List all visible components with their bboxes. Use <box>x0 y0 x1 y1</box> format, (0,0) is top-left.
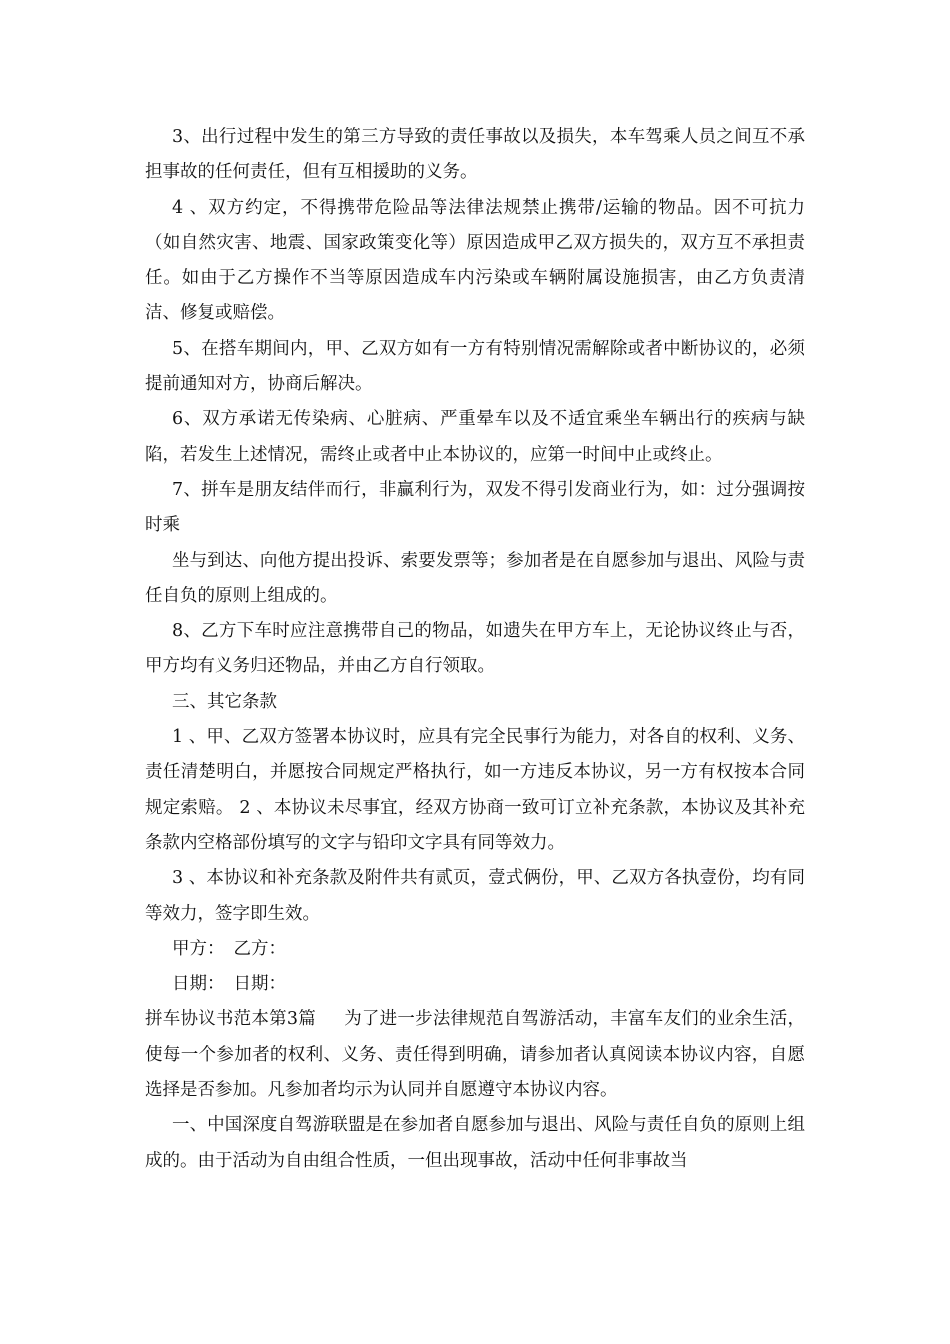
clause-4-prohibited-items: 4 、双方约定，不得携带危险品等法律法规禁止携带/运输的物品。因不可抗力（如自然灾害、地震、国家政策变化等）原因造成甲乙双方损失的，双方互不承担责任。如由于乙方操作不当等原因造成车内污染或车辆附属设施损害，由乙方负责清洁、修复或赔偿。 <box>145 197 805 324</box>
clause-3-third-party-liability: 3、出行过程中发生的第三方导致的责任事故以及损失，本车驾乘人员之间互不承担事故的任何责任，但有互相援助的义务。 <box>145 127 805 183</box>
clause-7-continuation: 坐与到达、向他方提出投诉、索要发票等；参加者是在自愿参加与退出、风险与责任自负的原则上组成的。 <box>145 550 805 606</box>
section-other-terms-heading: 三、其它条款 <box>172 691 277 712</box>
date-b-label: 日期： <box>233 974 286 995</box>
other-clause-3: 3 、本协议和补充条款及附件共有贰页，壹式俩份，甲、乙双方各执壹份，均有同等效力，签字即生效。 <box>145 868 805 924</box>
clause-6-health-commitment: 6、双方承诺无传染病、心脏病、严重晕车以及不适宜乘坐车辆出行的疾病与缺陷，若发生上述情况，需终止或者中止本协议的，应第一时间中止或终止。 <box>145 409 805 465</box>
clause-7-non-profit: 7、拼车是朋友结伴而行，非赢利行为，双发不得引发商业行为，如：过分强调按时乘 <box>145 479 805 536</box>
date-a-label: 日期： <box>172 974 225 995</box>
party-a-label: 甲方： <box>172 938 225 959</box>
section3-clause-1: 一、中国深度自驾游联盟是在参加者自愿参加与退出、风险与责任自负的原则上组成的。由于活动为自由组合性质，一但出现事故，活动中任何非事故当 <box>145 1115 805 1171</box>
section3-intro-text: 为了进一步法律规范自驾游活动，丰富车友们的业余生活，使每一个参加者的权利、义务、责任得到明确，请参加者认真阅读本协议内容，自愿选择是否参加。凡参加者均示为认同并自愿遵守本协议内容。 <box>145 1009 806 1101</box>
section3-intro-paragraph <box>145 1002 805 1108</box>
signature-party-line <box>145 932 805 967</box>
clause-8-lost-items: 8、乙方下车时应注意携带自己的物品，如遗失在甲方车上，无论协议终止与否，甲方均有义务归还物品，并由乙方自行领取。 <box>145 621 805 677</box>
party-b-label: 乙方： <box>233 938 286 959</box>
other-clause-1-2: 1 、甲、乙双方签署本协议时，应具有完全民事行为能力，对各自的权利、义务、责任清楚明白，并愿按合同规定严格执行，如一方违反本协议，另一方有权按本合同规定索赔。 2 、本协议未尽事宜，经双方协商一致可订立补充条款，本协议及其补充条款内空格部份填写的文字与铅印文字具有同等效力。 <box>145 727 805 853</box>
signature-date-line <box>145 967 805 1002</box>
document-body <box>145 120 805 1179</box>
section3-heading: 拼车协议书范本第3篇 <box>145 1009 316 1030</box>
clause-5-termination-notice: 5、在搭车期间内，甲、乙双方如有一方有特别情况需解除或者中断协议的，必须提前通知对方，协商后解决。 <box>145 338 805 395</box>
